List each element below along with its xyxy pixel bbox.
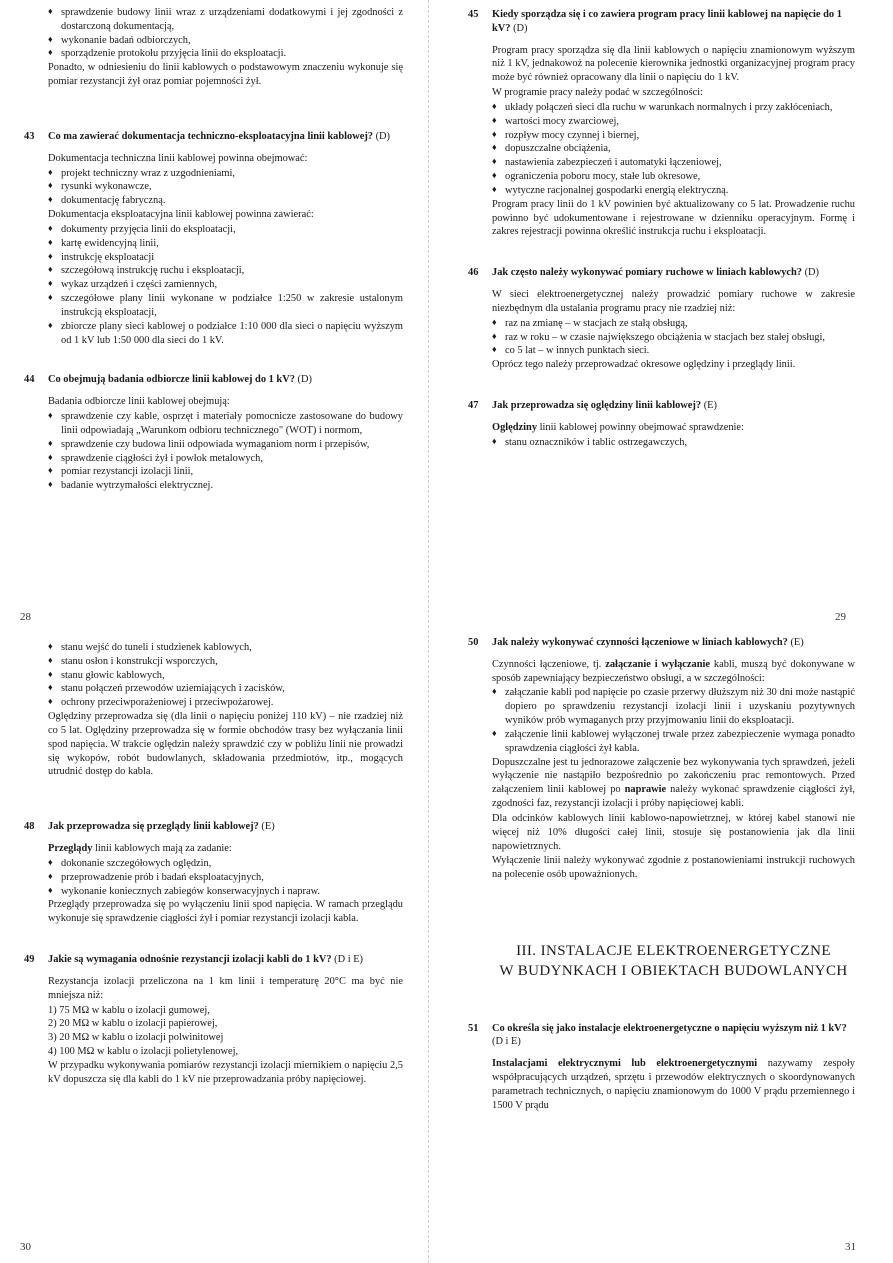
- list-item: ♦ wykaz urządzeń i części zamiennych,: [48, 278, 403, 292]
- lead-text: nazywamy zespoły współpracujących urządzeń, sprzętu i przewodów elektrycznych o skoordynowanych parametrach technicznych, o napięciu znamionowym do 1000 V prądu przemiennego i 1500 V prądu: [492, 1058, 855, 1111]
- paragraph: W programie pracy należy podać w szczególności:: [492, 87, 703, 99]
- page-29-column: [468, 8, 855, 450]
- list-item: ♦ sprawdzenie budowy linii wraz z urządzeniami dodatkowymi i jej zgodności z dostarczoną dokumentacją,: [48, 6, 403, 34]
- paragraph-text: Dopuszczalne jest tu jednorazowe załączenie bez wykonywania tych sprawdzeń, jeżeli wyłączenie nie nastąpiło bezpośrednio po zakończeniu prac remontowych. Przed załączeniem linii kablowej po: [492, 756, 855, 796]
- list-item: ♦ nastawienia zabezpieczeń i automatyki łączeniowej,: [492, 156, 855, 170]
- bullet-list: [492, 317, 855, 358]
- list-item: ♦ stanu głowic kablowych,: [48, 669, 403, 683]
- question-code: (D): [375, 130, 391, 142]
- question-code: (D): [297, 374, 312, 386]
- list-item: ♦ rozpływ mocy czynnej i biernej,: [492, 129, 855, 143]
- bullet-list: [48, 410, 403, 493]
- question-title: Jak przeprowadza się oględziny linii kablowej?: [492, 400, 702, 412]
- paragraph: Przeglądy przeprowadza się po wyłączeniu linii spod napięcia. W ramach przeglądu wykonuje się sprawdzenie ciągłości żył i pomiar rezystancji izolacji kabla.: [48, 899, 403, 925]
- paragraph: Oprócz tego należy przeprowadzać okresowe oględziny i przeglądy linii.: [492, 359, 796, 371]
- list-item: 3) 20 MΩ w kablu o izolacji polwinitowej: [48, 1032, 224, 1044]
- list-item: ♦ układy połączeń sieci dla ruchu w warunkach normalnych i przy zakłóceniach,: [492, 101, 855, 115]
- question-title: Co obejmują badania odbiorcze linii kablowej do 1 kV?: [48, 374, 295, 386]
- bullet-list: [48, 641, 403, 710]
- lead-term: Przeglądy: [48, 843, 93, 855]
- question-number: 45: [468, 9, 479, 20]
- list-item: ♦ wykonanie badań odbiorczych,: [48, 34, 403, 48]
- question-number: 44: [24, 374, 35, 386]
- list-item: ♦ raz na zmianę – w stacjach ze stałą obsługą,: [492, 317, 855, 331]
- list-item: ♦ badanie wytrzymałości elektrycznej.: [48, 479, 403, 493]
- question-code: (D): [804, 267, 820, 279]
- question-46-heading: [468, 266, 855, 280]
- paragraph: [492, 756, 855, 811]
- bullet-list: [492, 436, 855, 450]
- book-spine-divider: [428, 0, 429, 1263]
- question-title: Kiedy sporządza się i co zawiera program pracy linii kablowej na napięcie do 1 kV?: [492, 9, 842, 34]
- question-50-heading: [468, 636, 855, 650]
- emphasis-term: naprawie: [624, 784, 667, 796]
- list-item: ♦ sprawdzenie czy kable, osprzęt i materiały pomocnicze zastosowane do budowy linii odpowiadają „Warunkom odbioru technicznego" (WOT) i normom,: [48, 410, 403, 438]
- list-item: ♦ stanu osłon i konstrukcji wsporczych,: [48, 655, 403, 669]
- lead-term: Instalacjami elektrycznymi lub elektroenergetycznymi: [492, 1058, 758, 1070]
- paragraph: [492, 658, 855, 686]
- paragraph: Dokumentacja eksploatacyjna linii kablowej powinna zawierać:: [48, 209, 314, 221]
- page-number-29: 29: [835, 611, 846, 623]
- list-item: ♦ instrukcję eksploatacji: [48, 251, 403, 265]
- question-title: Jak często należy wykonywać pomiary ruchowe w liniach kablowych?: [492, 267, 802, 279]
- question-title: Co ma zawierać dokumentacja techniczno-eksploatacyjna linii kablowej?: [48, 130, 373, 142]
- lead-text: linii kablowych mają za zadanie:: [92, 843, 232, 855]
- question-51-heading: [468, 1022, 855, 1050]
- intro-note: Ponadto, w odniesieniu do linii kablowych o podstawowym znaczeniu wykonuje się pomiar rezystancji żył oraz pomiar pojemności żył.: [48, 62, 403, 88]
- list-item: ♦ co 5 lat – w innych punktach sieci.: [492, 344, 855, 358]
- paragraph: Program pracy linii do 1 kV powinien być aktualizowany co 5 lat. Prowadzenie ruchu powinno być udokumentowane i rejestrowane w dzienniku operacyjnym. Formę i zakres rejestracji powinna określić instrukcja ruchu i eksploatacji.: [492, 198, 855, 238]
- page-number-28: 28: [20, 611, 31, 623]
- question-43-heading: [24, 130, 403, 144]
- numbered-list: [48, 1004, 403, 1059]
- page-30-column: [24, 641, 403, 1088]
- lead-term: załączanie i wyłączanie: [605, 658, 710, 670]
- page-number-31: 31: [845, 1241, 856, 1253]
- bullet-list: [492, 686, 855, 755]
- question-number: 51: [468, 1022, 479, 1034]
- section-title-line: W BUDYNKACH I OBIEKTACH BUDOWLANYCH: [499, 963, 848, 980]
- list-item: ♦ sprawdzenie czy budowa linii odpowiada wymaganiom norm i przepisów,: [48, 438, 403, 452]
- question-title: Jakie są wymagania odnośnie rezystancji izolacji kabli do 1 kV?: [48, 954, 332, 966]
- question-title: Jak przeprowadza się przeglądy linii kablowej?: [48, 821, 259, 833]
- paragraph: Wyłączenie linii należy wykonywać zgodnie z postanowieniami instrukcji ruchowych na polecenie osób upoważnionych.: [492, 855, 855, 881]
- list-item: ♦ dopuszczalne obciążenia,: [492, 142, 855, 156]
- list-item: ♦ wykonanie koniecznych zabiegów konserwacyjnych i napraw.: [48, 885, 403, 899]
- list-item: ♦ projekt techniczny wraz z uzgodnieniami,: [48, 167, 403, 181]
- question-code: (D i E): [492, 1036, 521, 1048]
- question-code: (E): [261, 821, 275, 833]
- list-item: 1) 75 MΩ w kablu o izolacji gumowej,: [48, 1004, 210, 1016]
- list-item: ♦ załączanie kabli pod napięcie po czasie przerwy dłuższym niż 30 dni może nastąpić dopiero po sprawdzeniu rezystancji izolacji linii i uzyskaniu pozytywnych wyników prób wymaganych przy przyjmowaniu linii do eksploatacji.: [492, 686, 855, 727]
- list-item: ♦ rysunki wykonawcze,: [48, 180, 403, 194]
- list-item: ♦ stanu oznaczników i tablic ostrzegawczych,: [492, 436, 855, 450]
- question-number: 46: [468, 267, 479, 279]
- list-item: ♦ szczegółowe plany linii wykonane w podziałce 1:250 w zakresie ustalonym instrukcją eksploatacji,: [48, 292, 403, 320]
- list-item: ♦ kartę ewidencyjną linii,: [48, 237, 403, 251]
- question-47-heading: [468, 399, 855, 413]
- list-item: 2) 20 MΩ w kablu o izolacji papierowej,: [48, 1018, 218, 1030]
- lead-term: Oględziny: [492, 421, 538, 433]
- question-title: Co określa się jako instalacje elektroenergetyczne o napięciu wyższym niż 1 kV?: [492, 1022, 847, 1034]
- list-item: ♦ wytyczne racjonalnej gospodarki energią elektryczną.: [492, 184, 855, 198]
- paragraph: Dla odcinków kablowych linii kablowo-napowietrznej, w której kabel stanowi nie więcej niż 10% długości całej linii, stosuje się postanowienia jak dla linii napowietrznych.: [492, 812, 855, 852]
- question-code: (E): [790, 637, 804, 648]
- list-item: ♦ załączenie linii kablowej wyłączonej trwale przez zabezpieczenie wymaga ponadto sprawdzenia ciągłości żył kabla.: [492, 728, 855, 756]
- paragraph: Badania odbiorcze linii kablowej obejmują:: [48, 396, 230, 408]
- page-28-column: [24, 6, 403, 493]
- paragraph: [492, 421, 855, 435]
- question-title: Jak należy wykonywać czynności łączeniowe w liniach kablowych?: [492, 637, 788, 648]
- list-item: ♦ ograniczenia poboru mocy, stałe lub okresowe,: [492, 170, 855, 184]
- bullet-list: [48, 857, 403, 898]
- list-item: ♦ raz w roku – w czasie największego obciążenia w stacjach bez stałej obsługi,: [492, 331, 855, 345]
- paragraph: [492, 1057, 855, 1112]
- question-number: 49: [24, 954, 35, 966]
- question-number: 48: [24, 821, 35, 833]
- page-number-30: 30: [20, 1241, 31, 1253]
- question-code: (E): [703, 400, 717, 412]
- question-48-heading: [24, 820, 403, 834]
- paragraph: Oględziny przeprowadza się (dla linii o napięciu poniżej 110 kV) – nie rzadziej niż co 5 lat. Oględziny przeprowadza się w formie obchodów trasy bez wyłączania linii spod napięcia. W trakcie oględzin należy sprawdzić czy w pobliżu linii nie prowadzi się wykopów, robót budowlanych, składowania przedmiotów, itp., mogących utrudnić dostęp do kabla.: [48, 711, 403, 778]
- page-31-column: [468, 636, 855, 1114]
- list-item: ♦ zbiorcze plany sieci kablowej o podziałce 1:10 000 dla sieci o napięciu wyższym od 1 kV lub 1:50 000 dla sieci do 1 kV.: [48, 320, 403, 348]
- list-item: ♦ przeprowadzenie prób i badań eksploatacyjnych,: [48, 871, 403, 885]
- question-code: (D): [513, 22, 528, 34]
- section-title: [492, 941, 855, 982]
- question-number: 47: [468, 400, 479, 412]
- list-item: ♦ dokumentację fabryczną.: [48, 194, 403, 208]
- list-item: ♦ szczegółową instrukcję ruchu i eksploatacji,: [48, 264, 403, 278]
- paragraph: W sieci elektroenergetycznej należy prowadzić pomiary ruchowe w zakresie niezbędnym dla ustalania programu pracy nie rzadziej niż:: [492, 289, 855, 314]
- question-number: 50: [468, 637, 479, 648]
- paragraph: W przypadku wykonywania pomiarów rezystancji izolacji miernikiem o napięciu 2,5 kV dopuszcza się dla kabli do 1 kV nie przeprowadzania próby napięciowej.: [48, 1059, 403, 1085]
- list-item: 4) 100 MΩ w kablu o izolacji polietylenowej,: [48, 1046, 239, 1058]
- list-item: ♦ dokumenty przyjęcia linii do eksploatacji,: [48, 223, 403, 237]
- bullet-list: [492, 101, 855, 198]
- list-item: ♦ wartości mocy zwarciowej,: [492, 115, 855, 129]
- list-item: ♦ sprawdzenie ciągłości żył i powłok metalowych,: [48, 452, 403, 466]
- lead-text: kabli, muszą być dokonywane w sposób zapewniający bezpieczeństwo obsługi, a w szczególności:: [492, 658, 855, 684]
- paragraph: [48, 842, 403, 856]
- paragraph-text: należy wykonać sprawdzenie ciągłości żył, zgodności faz, rezystancji izolacji i próby napięciowej kabli.: [492, 784, 855, 810]
- question-code: (D i E): [334, 954, 364, 966]
- paragraph: Program pracy sporządza się dla linii kablowych o napięciu znamionowym wyższym niż 1 kV, jednakowoż na polecenie kierownika jednostki organizacyjnej program pracy może być również opracowany dla linii o napięciu do 1 kV.: [492, 44, 855, 84]
- bullet-list: [48, 223, 403, 347]
- lead-text: Czynności łączeniowe, tj.: [492, 658, 606, 670]
- lead-text: linii kablowej powinny obejmować sprawdzenie:: [537, 421, 744, 433]
- question-49-heading: [24, 953, 403, 967]
- section-title-line: III. INSTALACJE ELEKTROENERGETYCZNE: [516, 943, 831, 960]
- question-45-heading: [468, 8, 855, 36]
- intro-bullet-list: [48, 6, 403, 61]
- paragraph: Dokumentacja techniczna linii kablowej powinna obejmować:: [48, 152, 308, 164]
- list-item: ♦ pomiar rezystancji izolacji linii,: [48, 465, 403, 479]
- question-number: 43: [24, 130, 35, 142]
- list-item: ♦ stanu połączeń przewodów uziemiających i zacisków,: [48, 682, 403, 696]
- question-44-heading: [24, 373, 403, 387]
- list-item: ♦ sporządzenie protokołu przyjęcia linii do eksploatacji.: [48, 47, 403, 61]
- list-item: ♦ dokonanie szczegółowych oględzin,: [48, 857, 403, 871]
- paragraph: Rezystancja izolacji przeliczona na 1 km linii i temperaturę 20°C ma być nie mniejsza niż:: [48, 975, 403, 1001]
- list-item: ♦ stanu wejść do tuneli i studzienek kablowych,: [48, 641, 403, 655]
- list-item: ♦ ochrony przeciwporażeniowej i przeciwpożarowej.: [48, 696, 403, 710]
- bullet-list: [48, 167, 403, 208]
